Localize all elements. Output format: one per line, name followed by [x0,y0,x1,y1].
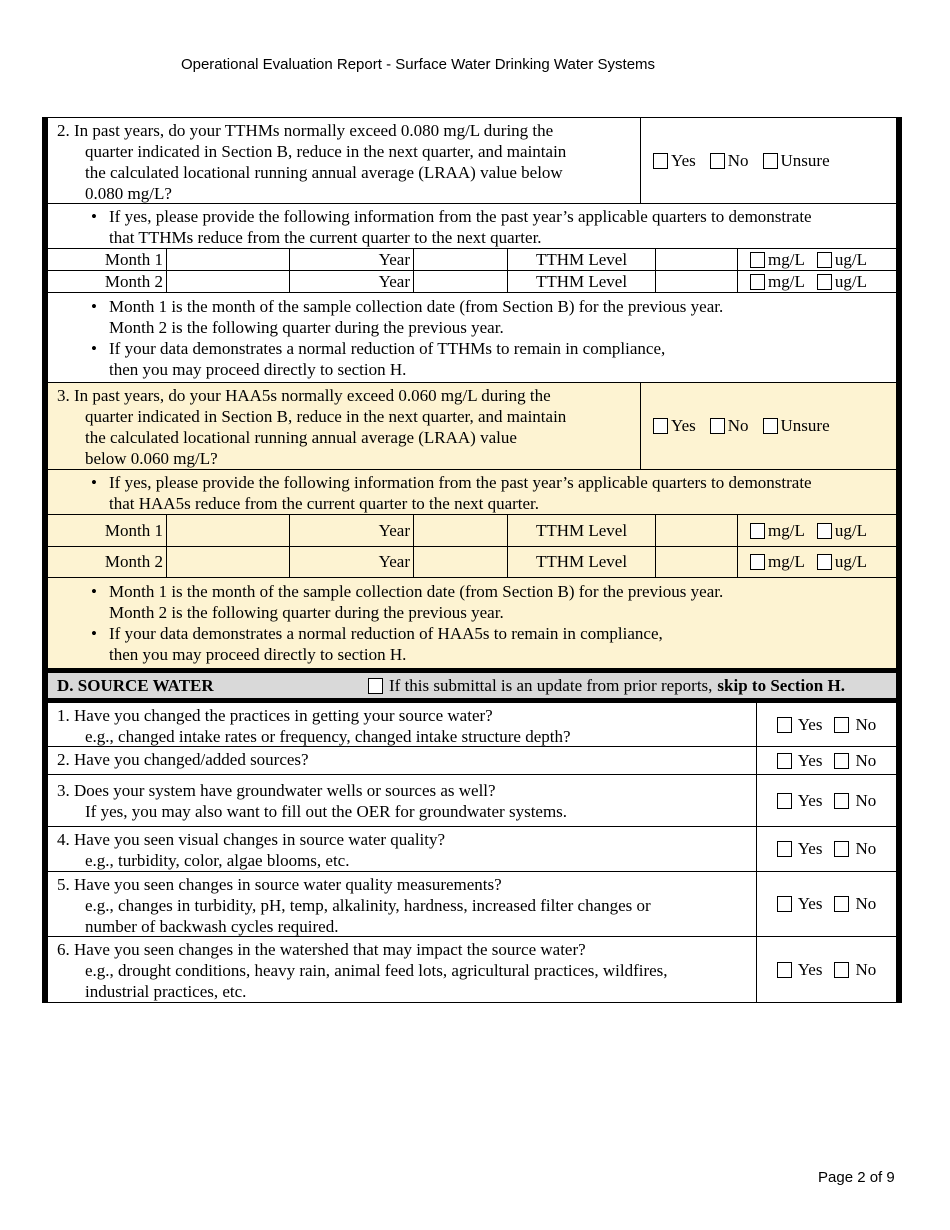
question-text: 4. Have you seen visual changes in source water quality? [57,830,446,849]
checkbox[interactable] [834,717,849,733]
q2-instructions: • If yes, please provide the following information from the past year’s applicable quarters to demonstrate that TTHMs reduce from the current quarter to the next quarter. [42,204,902,249]
d-question-6 [42,937,902,1003]
month-field[interactable] [167,271,290,292]
mgl-option[interactable]: mg/L [750,521,805,541]
yes-no-options [756,703,896,746]
q2-notes: • Month 1 is the month of the sample collection date (from Section B) for the previous year. Month 2 is the following quarter during the previous year. • If your data demonstrates a normal reduction of TTHMs to remain in compliance, then you may proceed directly to section H. [42,293,902,383]
q3-line: quarter indicated in Section B, reduce in the next quarter, and maintain [85,407,567,426]
d-question-2 [42,747,902,775]
yes-option[interactable]: Yes [777,839,823,859]
q3-row-1 [42,515,902,547]
no-option[interactable]: No [834,715,876,735]
level-field[interactable] [656,547,738,577]
q2-no-option[interactable]: No [710,151,749,171]
yes-no-options [756,937,896,1002]
year-label: Year [290,249,414,270]
checkbox[interactable] [777,717,792,733]
month-field[interactable] [167,515,290,546]
unit-options [738,547,896,577]
unit-options [738,249,896,270]
mgl-option[interactable]: mg/L [750,250,805,270]
q3-instructions: • If yes, please provide the following information from the past year’s applicable quarters to demonstrate that HAA5s reduce from the current quarter to the next quarter. [42,470,902,515]
checkbox[interactable] [750,252,765,268]
yes-option[interactable]: Yes [777,894,823,914]
page-number: Page 2 of 9 [818,1169,895,1186]
yes-option[interactable]: Yes [777,715,823,735]
yes-no-options [756,872,896,936]
yes-no-options [756,775,896,826]
q3-yes-option[interactable]: Yes [653,416,696,436]
q3-no-option[interactable]: No [710,416,749,436]
no-option[interactable]: No [834,791,876,811]
yes-no-options [756,827,896,871]
month-label: Month 1 [48,515,167,546]
ugl-option[interactable]: ug/L [817,250,867,270]
month-field[interactable] [167,547,290,577]
yes-option[interactable]: Yes [777,960,823,980]
d-question-1 [42,703,902,747]
level-label: TTHM Level [508,249,656,270]
checkbox[interactable] [710,418,725,434]
year-field[interactable] [414,515,508,546]
no-option[interactable]: No [834,960,876,980]
q2-line: 0.080 mg/L? [85,184,172,203]
question-text: number of backwash cycles required. [85,917,339,936]
q2-row-1 [42,249,902,271]
unit-options [738,271,896,292]
q2-unsure-option[interactable]: Unsure [763,151,830,171]
checkbox[interactable] [817,274,832,290]
q3-block [42,383,902,470]
checkbox[interactable] [750,554,765,570]
month-field[interactable] [167,249,290,270]
skip-instruction: skip to Section H. [717,675,845,695]
d-question-5 [42,872,902,937]
section-title: D. SOURCE WATER [57,675,214,695]
question-text: e.g., drought conditions, heavy rain, animal feed lots, agricultural practices, wildfires, [85,961,668,980]
q3-unsure-option[interactable]: Unsure [763,416,830,436]
level-label: TTHM Level [508,271,656,292]
page-header: Operational Evaluation Report - Surface Water Drinking Water Systems [180,56,656,73]
level-field[interactable] [656,271,738,292]
month-label: Month 2 [48,547,167,577]
checkbox[interactable] [817,523,832,539]
checkbox[interactable] [763,153,778,169]
unit-options [738,515,896,546]
no-option[interactable]: No [834,894,876,914]
checkbox[interactable] [763,418,778,434]
year-label: Year [290,515,414,546]
q2-question [48,118,640,203]
question-text: e.g., changed intake rates or frequency, changed intake structure depth? [85,727,571,746]
q2-yes-option[interactable]: Yes [653,151,696,171]
question-text: e.g., changes in turbidity, pH, temp, alkalinity, hardness, increased filter changes or [85,896,651,915]
question-text: 1. Have you changed the practices in getting your source water? [57,706,493,725]
q3-notes: • Month 1 is the month of the sample collection date (from Section B) for the previous year. Month 2 is the following quarter during the previous year. • If your data demonstrates a normal reduction of HAA5s to remain in compliance, then you may proceed directly to section H. [42,578,902,668]
ugl-option[interactable]: ug/L [817,272,867,292]
q2-line: the calculated locational running annual average (LRAA) value below [85,163,563,182]
q3-line: the calculated locational running annual average (LRAA) value [85,428,517,447]
checkbox[interactable] [817,554,832,570]
oer-form [42,117,902,1003]
mgl-option[interactable]: mg/L [750,552,805,572]
checkbox[interactable] [834,896,849,912]
question-text: 6. Have you seen changes in the watershed that may impact the source water? [57,940,586,959]
q2-row-2 [42,271,902,293]
q3-line: 3. In past years, do your HAA5s normally exceed 0.060 mg/L during the [57,386,551,405]
checkbox[interactable] [777,962,792,978]
checkbox[interactable] [710,153,725,169]
checkbox[interactable] [817,252,832,268]
q2-line: quarter indicated in Section B, reduce in the next quarter, and maintain [85,142,567,161]
q2-line: 2. In past years, do your TTHMs normally exceed 0.080 mg/L during the [57,121,554,140]
question-text: industrial practices, etc. [85,982,247,1001]
checkbox[interactable] [777,841,792,857]
checkbox[interactable] [834,841,849,857]
q3-answers [640,383,896,469]
checkbox[interactable] [750,523,765,539]
year-field[interactable] [414,547,508,577]
yes-no-options [756,747,896,774]
q3-row-2 [42,547,902,578]
year-label: Year [290,271,414,292]
no-option[interactable]: No [834,839,876,859]
update-option[interactable]: If this submittal is an update from prior reports, [368,676,712,696]
yes-option[interactable]: Yes [777,791,823,811]
level-field[interactable] [656,249,738,270]
ugl-option[interactable]: ug/L [817,552,867,572]
question-text: 2. Have you changed/added sources? [57,750,309,769]
q2-answers [640,118,896,203]
no-option[interactable]: No [834,751,876,771]
year-label: Year [290,547,414,577]
d-question-4 [42,827,902,872]
checkbox[interactable] [750,274,765,290]
year-field[interactable] [414,249,508,270]
checkbox[interactable] [777,753,792,769]
ugl-option[interactable]: ug/L [817,521,867,541]
level-field[interactable] [656,515,738,546]
mgl-option[interactable]: mg/L [750,272,805,292]
year-field[interactable] [414,271,508,292]
question-text: If yes, you may also want to fill out the OER for groundwater systems. [85,802,568,821]
checkbox[interactable] [653,418,668,434]
d-question-3 [42,775,902,827]
checkbox[interactable] [777,896,792,912]
checkbox[interactable] [653,153,668,169]
question-text: e.g., turbidity, color, algae blooms, etc. [85,851,350,870]
checkbox[interactable] [834,753,849,769]
level-label: TTHM Level [508,547,656,577]
yes-option[interactable]: Yes [777,751,823,771]
question-text: 5. Have you seen changes in source water quality measurements? [57,875,502,894]
checkbox[interactable] [368,678,383,694]
checkbox[interactable] [834,962,849,978]
level-label: TTHM Level [508,515,656,546]
checkbox[interactable] [777,793,792,809]
q3-line: below 0.060 mg/L? [85,449,218,468]
q2-block [42,117,902,204]
month-label: Month 1 [48,249,167,270]
question-text: 3. Does your system have groundwater wells or sources as well? [57,781,496,800]
q3-question [48,383,640,469]
section-d-header [42,668,902,703]
month-label: Month 2 [48,271,167,292]
checkbox[interactable] [834,793,849,809]
